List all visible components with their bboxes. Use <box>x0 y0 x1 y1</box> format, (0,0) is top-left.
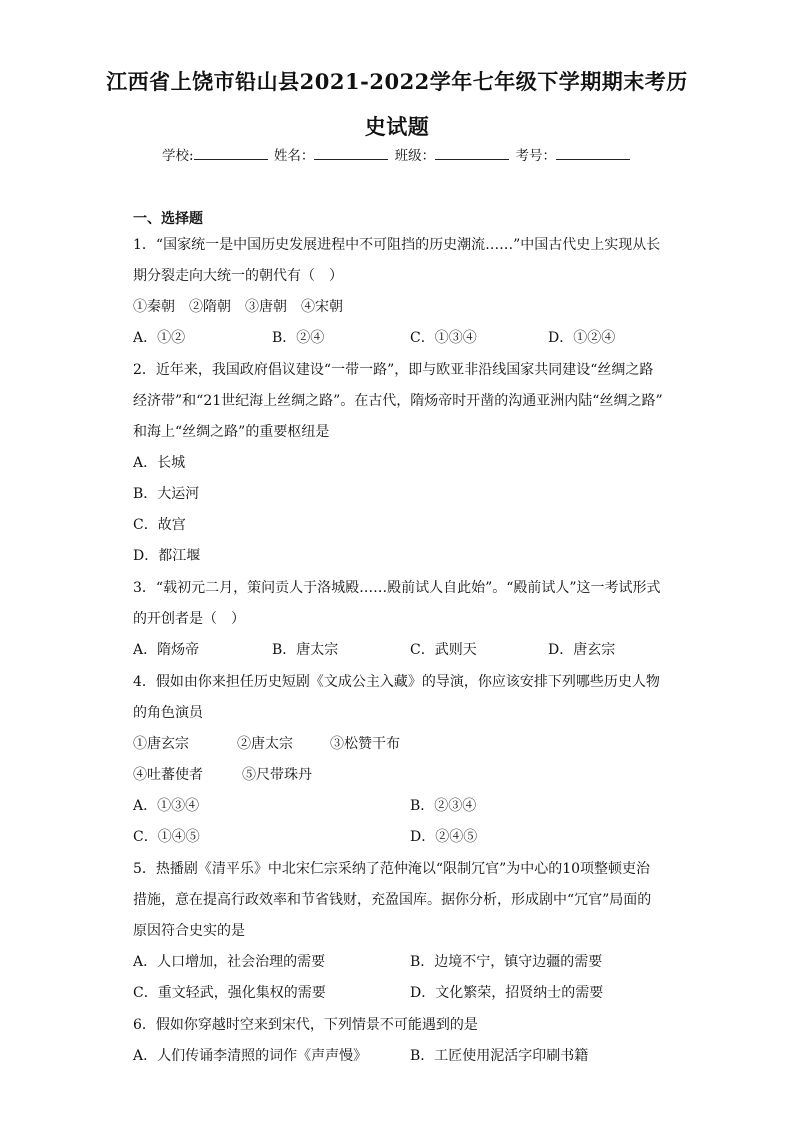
q3-options <box>133 639 663 659</box>
q5-options-row-2 <box>133 982 663 1002</box>
q3-option-c[interactable]: C．武则天 <box>410 642 477 658</box>
q6-stem-line-1: 6．假如你穿越时空来到宋代，下列情景不可能遇到的是 <box>133 1017 478 1033</box>
q4-item-3: ③松赞干布 <box>330 736 400 752</box>
student-info-row <box>0 144 794 164</box>
q5-option-b[interactable]: B．边境不宁，镇守边疆的需要 <box>410 954 603 970</box>
q2-option-a[interactable]: A．长城 <box>133 455 186 471</box>
school-blank <box>194 146 268 160</box>
q4-stem-line-1: 4．假如由你来担任历史短剧《文成公主入藏》的导演，你应该安排下列哪些历史人物 <box>133 674 660 690</box>
class-label: 班级： <box>394 148 436 164</box>
q4-item-1: ①唐玄宗 <box>133 736 189 752</box>
q4-options-row-1 <box>133 795 663 815</box>
q4-option-c[interactable]: C．①④⑤ <box>133 829 200 845</box>
q5-stem-line-3: 原因符合史实的是 <box>133 923 245 939</box>
q2-option-b[interactable]: B．大运河 <box>133 486 200 502</box>
q4-item-2: ②唐太宗 <box>237 736 293 752</box>
q1-option-d[interactable]: D．①②④ <box>548 330 616 346</box>
q6-options-row-1 <box>133 1045 663 1065</box>
q5-stem-line-2: 措施，意在提高行政效率和节省钱财，充盈国库。据你分析，形成剧中“冗官”局面的 <box>133 892 652 908</box>
q3-stem-line-2: 的开创者是（ ） <box>133 611 245 627</box>
q1-stem-line-2: 期分裂走向大统一的朝代有（ ） <box>133 268 343 284</box>
q5-stem-line-1: 5．热播剧《清平乐》中北宋仁宗采纳了范仲淹以“限制冗官”为中心的10项整顿吏治 <box>133 861 651 877</box>
class-blank <box>435 146 509 160</box>
q3-stem-line-1: 3．“载初元二月，策问贡人于洛城殿……殿前试人自此始”。“殿前试人”这一考试形式 <box>133 580 661 596</box>
number-label: 考号： <box>515 148 556 164</box>
q6-option-a[interactable]: A．人们传诵李清照的词作《声声慢》 <box>133 1048 368 1064</box>
q4-option-d[interactable]: D．②④⑤ <box>410 829 478 845</box>
q1-stem-line-1: 1．“国家统一是中国历史发展进程中不可阻挡的历史潮流……”中国古代史上实现从长 <box>133 237 661 253</box>
q4-item-4: ④吐蕃使者 <box>133 767 203 783</box>
q5-option-d[interactable]: D．文化繁荣，招贤纳士的需要 <box>410 985 604 1001</box>
q5-option-c[interactable]: C．重文轻武，强化集权的需要 <box>133 985 326 1001</box>
q2-stem-line-1: 2．近年来，我国政府倡议建设“一带一路”，即与欧亚非沿线国家共同建设“丝绸之路 <box>133 362 654 378</box>
q4-options-row-2 <box>133 826 663 846</box>
q4-option-b[interactable]: B．②③④ <box>410 798 477 814</box>
q4-option-a[interactable]: A．①③④ <box>133 798 200 814</box>
name-label: 姓名： <box>273 148 315 164</box>
q4-items-row-2 <box>133 764 533 784</box>
q2-stem-line-2: 经济带”和“21世纪海上丝绸之路”。在古代，隋炀帝时开凿的沟通亚洲内陆“丝绸之路” <box>133 393 663 409</box>
q4-stem-line-2: 的角色演员 <box>133 705 203 721</box>
q5-option-a[interactable]: A．人口增加，社会治理的需要 <box>133 954 326 970</box>
q1-option-c[interactable]: C．①③④ <box>410 330 477 346</box>
q5-options-row-1 <box>133 951 663 971</box>
school-label: 学校: <box>162 148 194 164</box>
q4-item-5: ⑤尺带珠丹 <box>242 767 312 783</box>
q2-option-d[interactable]: D．都江堰 <box>133 548 201 564</box>
name-blank <box>314 146 388 160</box>
q4-items-row-1 <box>133 733 533 753</box>
q1-options <box>133 327 663 347</box>
q3-option-b[interactable]: B．唐太宗 <box>272 642 339 658</box>
q1-option-b[interactable]: B．②④ <box>272 330 325 346</box>
exam-title-line-2: 史试题 <box>364 114 430 139</box>
q3-option-d[interactable]: D．唐玄宗 <box>548 642 616 658</box>
q2-stem-line-3: 和海上“丝绸之路”的重要枢纽是 <box>133 424 330 440</box>
number-blank <box>556 146 630 160</box>
q6-option-b[interactable]: B．工匠使用泥活字印刷书籍 <box>410 1048 589 1064</box>
section-heading: 一、选择题 <box>133 211 203 227</box>
q1-items: ①秦朝 ②隋朝 ③唐朝 ④宋朝 <box>133 299 343 315</box>
q3-option-a[interactable]: A．隋炀帝 <box>133 642 200 658</box>
q2-option-c[interactable]: C．故宫 <box>133 517 186 533</box>
q1-option-a[interactable]: A．①② <box>133 330 186 346</box>
exam-title-line-1: 江西省上饶市铅山县2021-2022学年七年级下学期期末考历 <box>106 69 688 94</box>
